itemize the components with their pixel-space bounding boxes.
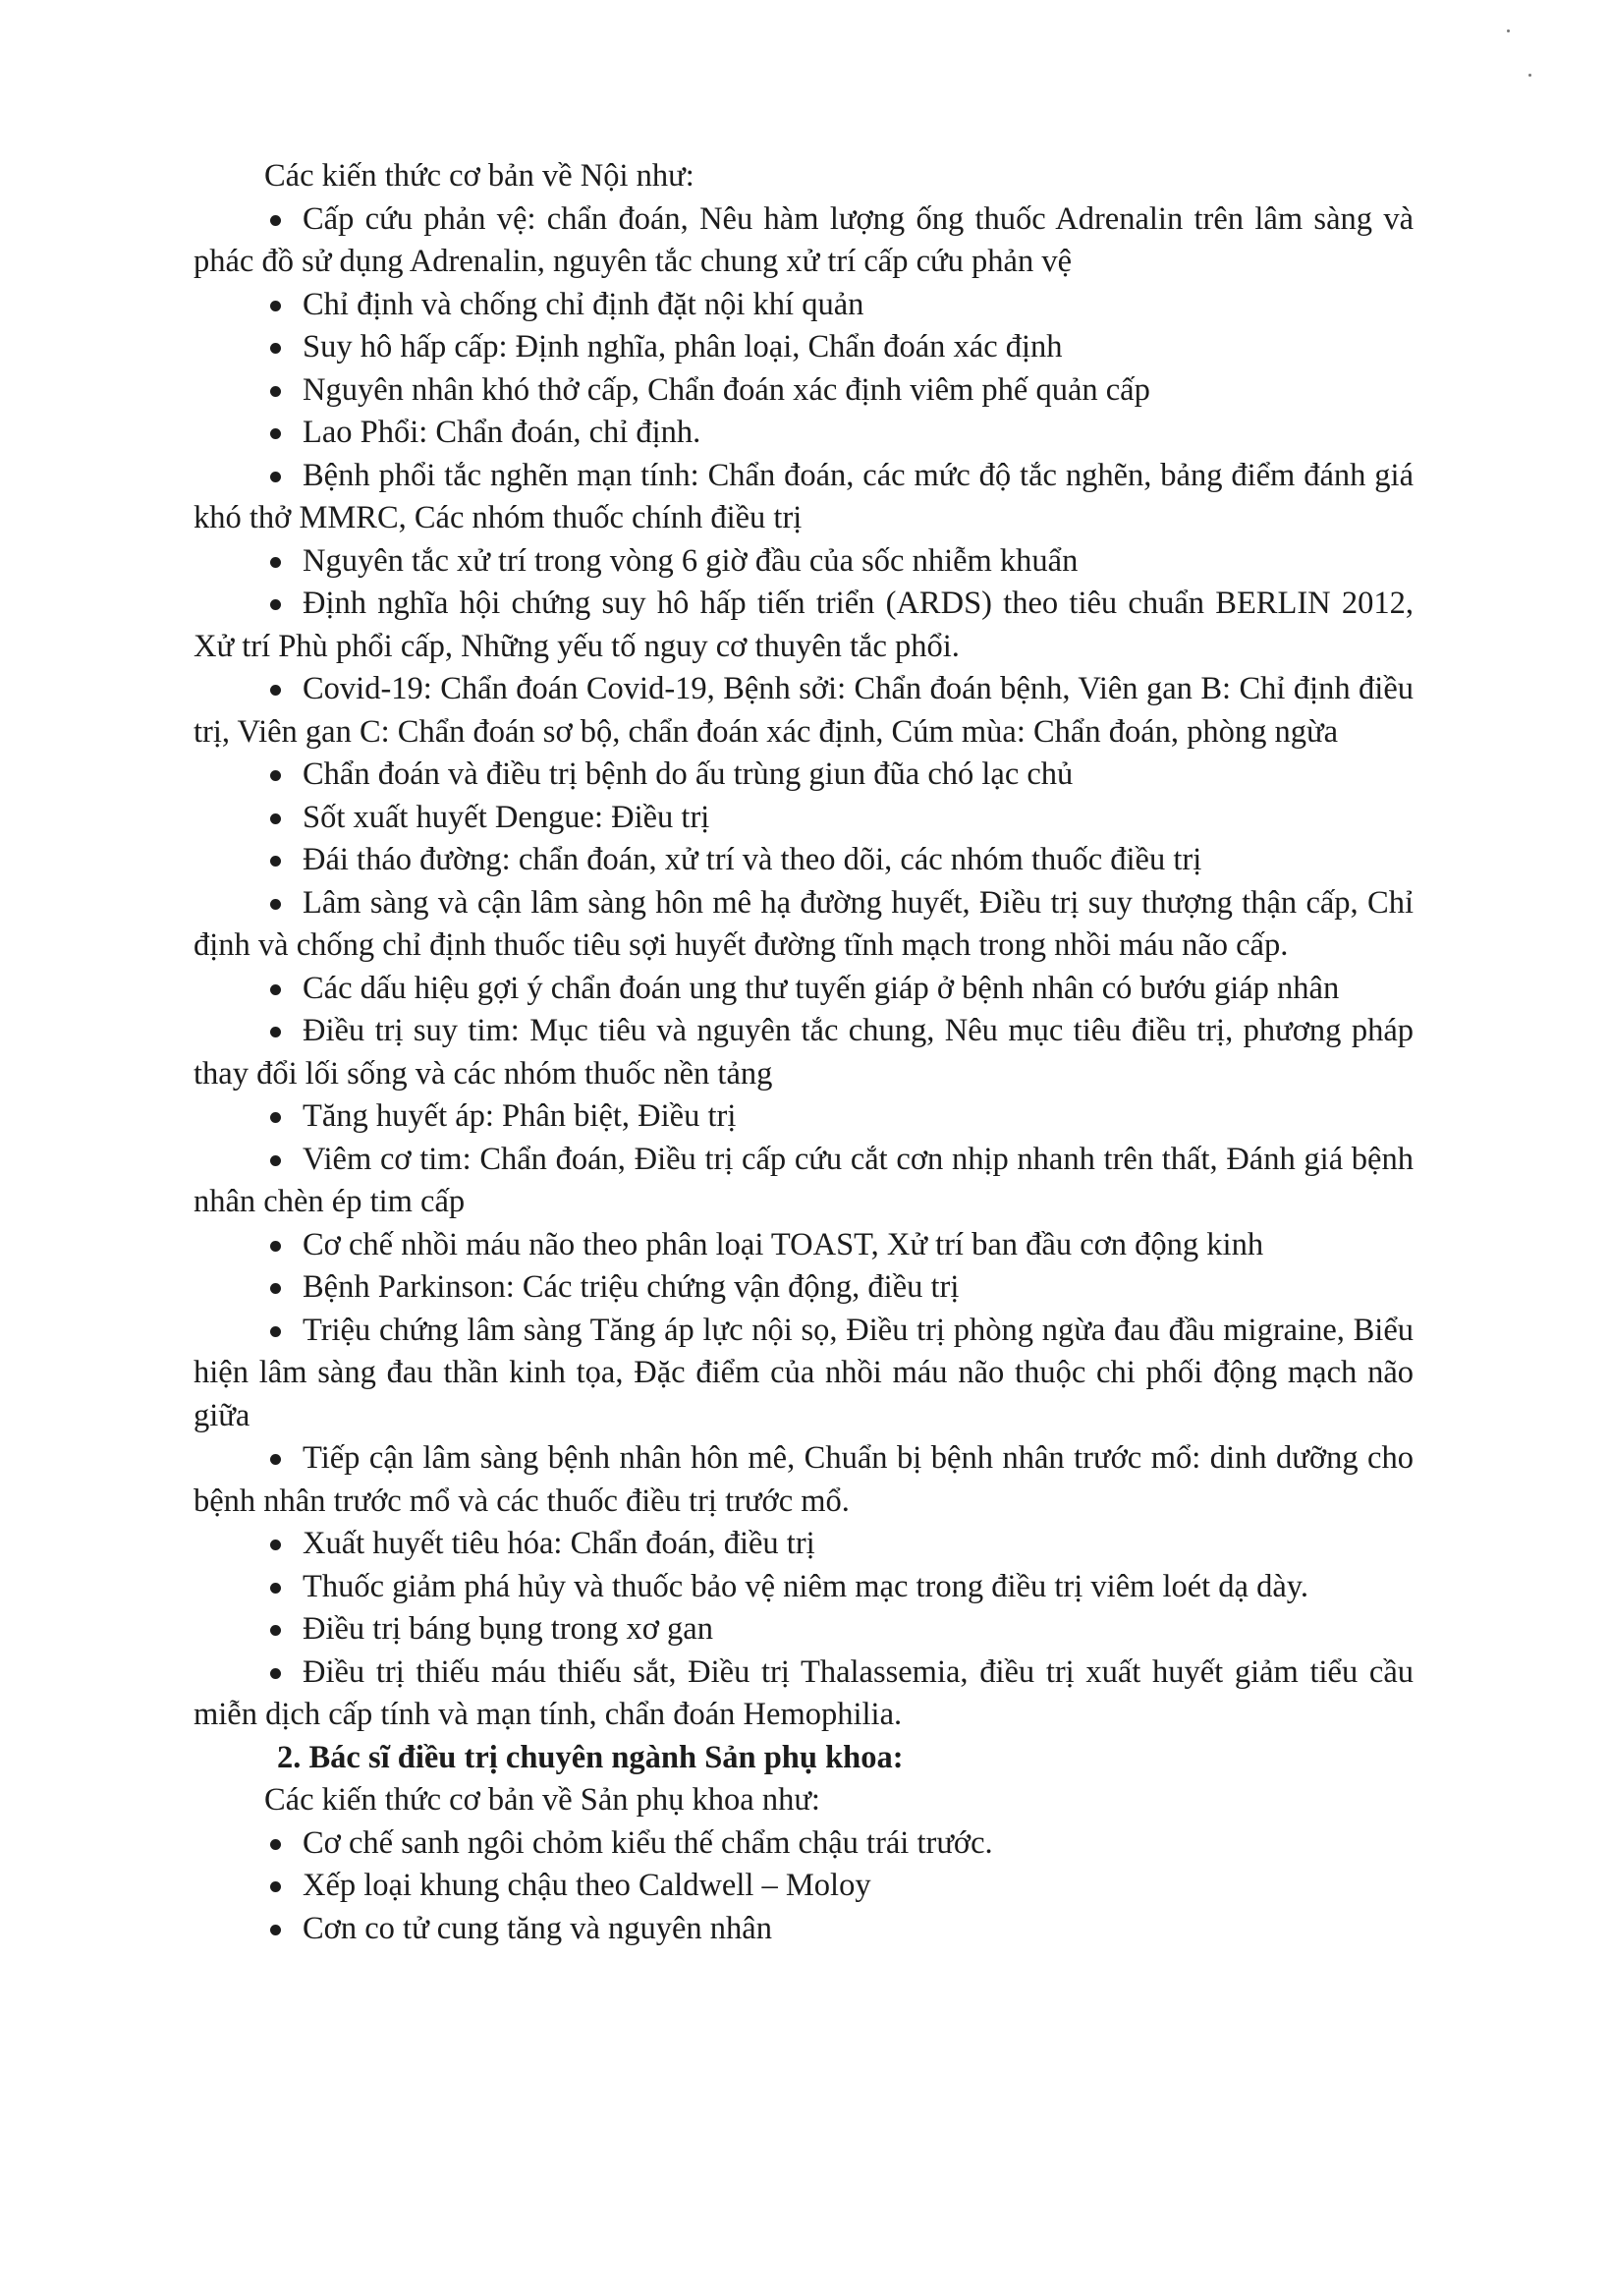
list-item: Cơ chế nhồi máu não theo phân loại TOAST, Xử trí ban đầu cơn động kinh [194, 1224, 1414, 1267]
bullet-icon [270, 1027, 281, 1037]
scan-speck [1528, 74, 1531, 77]
bullet-icon [270, 1668, 281, 1679]
list-item: Xếp loại khung chậu theo Caldwell – Moloy [194, 1865, 1414, 1908]
bullet-icon [270, 343, 281, 354]
list-item: Bệnh phổi tắc nghẽn mạn tính: Chẩn đoán, các mức độ tắc nghẽn, bảng điểm đánh giá khó thở MMRC, Các nhóm thuốc chính điều trị [194, 457, 1414, 535]
section-2-heading: 2. Bác sĩ điều trị chuyên ngành Sản phụ khoa: [277, 1739, 904, 1775]
bullet-icon [270, 599, 281, 610]
bullet-icon [270, 1625, 281, 1636]
bullet-icon [270, 301, 281, 311]
list-item: Lao Phổi: Chẩn đoán, chỉ định. [194, 412, 1414, 455]
section-2-intro: Các kiến thức cơ bản về Sản phụ khoa như: [264, 1782, 820, 1818]
bullet-icon [270, 984, 281, 995]
bullet-icon [270, 386, 281, 397]
bullet-icon [270, 1454, 281, 1465]
bullet-icon [270, 1925, 281, 1935]
list-item: Chẩn đoán và điều trị bệnh do ấu trùng giun đũa chó lạc chủ [194, 754, 1414, 797]
list-item: Thuốc giảm phá hủy và thuốc bảo vệ niêm mạc trong điều trị viêm loét dạ dày. [194, 1566, 1414, 1609]
bullet-icon [270, 770, 281, 781]
list-item: Cơn co tử cung tăng và nguyên nhân [194, 1908, 1414, 1951]
list-item: Covid-19: Chẩn đoán Covid-19, Bệnh sởi: Chẩn đoán bệnh, Viên gan B: Chỉ định điều trị, Viên gan C: Chẩn đoán sơ bộ, chẩn đoán xác định, Cúm mùa: Chẩn đoán, phòng ngừa [194, 671, 1414, 750]
list-item: Nguyên nhân khó thở cấp, Chẩn đoán xác định viêm phế quản cấp [194, 369, 1414, 413]
list-item: Cơ chế sanh ngôi chỏm kiểu thế chẩm chậu trái trước. [194, 1822, 1414, 1866]
bullet-icon [270, 1112, 281, 1123]
list-item: Tăng huyết áp: Phân biệt, Điều trị [194, 1095, 1414, 1139]
bullet-icon [270, 1155, 281, 1166]
list-item: Chỉ định và chống chỉ định đặt nội khí quản [194, 284, 1414, 327]
list-item: Điều trị báng bụng trong xơ gan [194, 1608, 1414, 1652]
bullet-icon [270, 1241, 281, 1252]
bullet-icon [270, 1283, 281, 1294]
bullet-icon [270, 472, 281, 482]
bullet-icon [270, 813, 281, 824]
section-1-intro: Các kiến thức cơ bản về Nội như: [264, 158, 694, 194]
scan-speck [1507, 29, 1510, 32]
bullet-icon [270, 685, 281, 696]
bullet-icon [270, 557, 281, 568]
list-item: Xuất huyết tiêu hóa: Chẩn đoán, điều trị [194, 1523, 1414, 1566]
list-item: Tiếp cận lâm sàng bệnh nhân hôn mê, Chuẩn bị bệnh nhân trước mổ: dinh dưỡng cho bệnh nhân trước mổ và các thuốc điều trị trước mổ. [194, 1440, 1414, 1519]
bullet-icon [270, 899, 281, 910]
list-item: Định nghĩa hội chứng suy hô hấp tiến triển (ARDS) theo tiêu chuẩn BERLIN 2012, Xử trí Phù phổi cấp, Những yếu tố nguy cơ thuyên tắc phổi. [194, 586, 1414, 664]
list-item: Viêm cơ tim: Chẩn đoán, Điều trị cấp cứu cắt cơn nhịp nhanh trên thất, Đánh giá bệnh nhân chèn ép tim cấp [194, 1141, 1414, 1219]
bullet-icon [270, 428, 281, 439]
bullet-icon [270, 1583, 281, 1594]
list-item: Điều trị suy tim: Mục tiêu và nguyên tắc chung, Nêu mục tiêu điều trị, phương pháp thay đổi lối sống và các nhóm thuốc nền tảng [194, 1013, 1414, 1092]
list-item: Lâm sàng và cận lâm sàng hôn mê hạ đường huyết, Điều trị suy thượng thận cấp, Chỉ định và chống chỉ định thuốc tiêu sợi huyết đường tĩnh mạch trong nhồi máu não cấp. [194, 884, 1414, 963]
list-item: Sốt xuất huyết Dengue: Điều trị [194, 797, 1414, 840]
bullet-icon [270, 215, 281, 226]
bullet-icon [270, 856, 281, 867]
list-item: Đái tháo đường: chẩn đoán, xử trí và theo dõi, các nhóm thuốc điều trị [194, 839, 1414, 882]
bullet-icon [270, 1839, 281, 1850]
list-item: Nguyên tắc xử trí trong vòng 6 giờ đầu của sốc nhiễm khuẩn [194, 540, 1414, 584]
list-item: Điều trị thiếu máu thiếu sắt, Điều trị Thalassemia, điều trị xuất huyết giảm tiểu cầu miễn dịch cấp tính và mạn tính, chẩn đoán Hemophilia. [194, 1653, 1414, 1732]
bullet-icon [270, 1540, 281, 1550]
list-item: Bệnh Parkinson: Các triệu chứng vận động, điều trị [194, 1266, 1414, 1310]
list-item: Cấp cứu phản vệ: chẩn đoán, Nêu hàm lượng ống thuốc Adrenalin trên lâm sàng và phác đồ sử dụng Adrenalin, nguyên tắc chung xử trí cấp cứu phản vệ [194, 200, 1414, 279]
bullet-icon [270, 1881, 281, 1892]
list-item: Suy hô hấp cấp: Định nghĩa, phân loại, Chẩn đoán xác định [194, 326, 1414, 369]
bullet-icon [270, 1326, 281, 1337]
list-item: Các dấu hiệu gợi ý chẩn đoán ung thư tuyến giáp ở bệnh nhân có bướu giáp nhân [194, 968, 1414, 1011]
list-item: Triệu chứng lâm sàng Tăng áp lực nội sọ, Điều trị phòng ngừa đau đầu migraine, Biểu hiện lâm sàng đau thần kinh tọa, Đặc điểm của nhồi máu não thuộc chi phối động mạch não giữa [194, 1312, 1414, 1433]
